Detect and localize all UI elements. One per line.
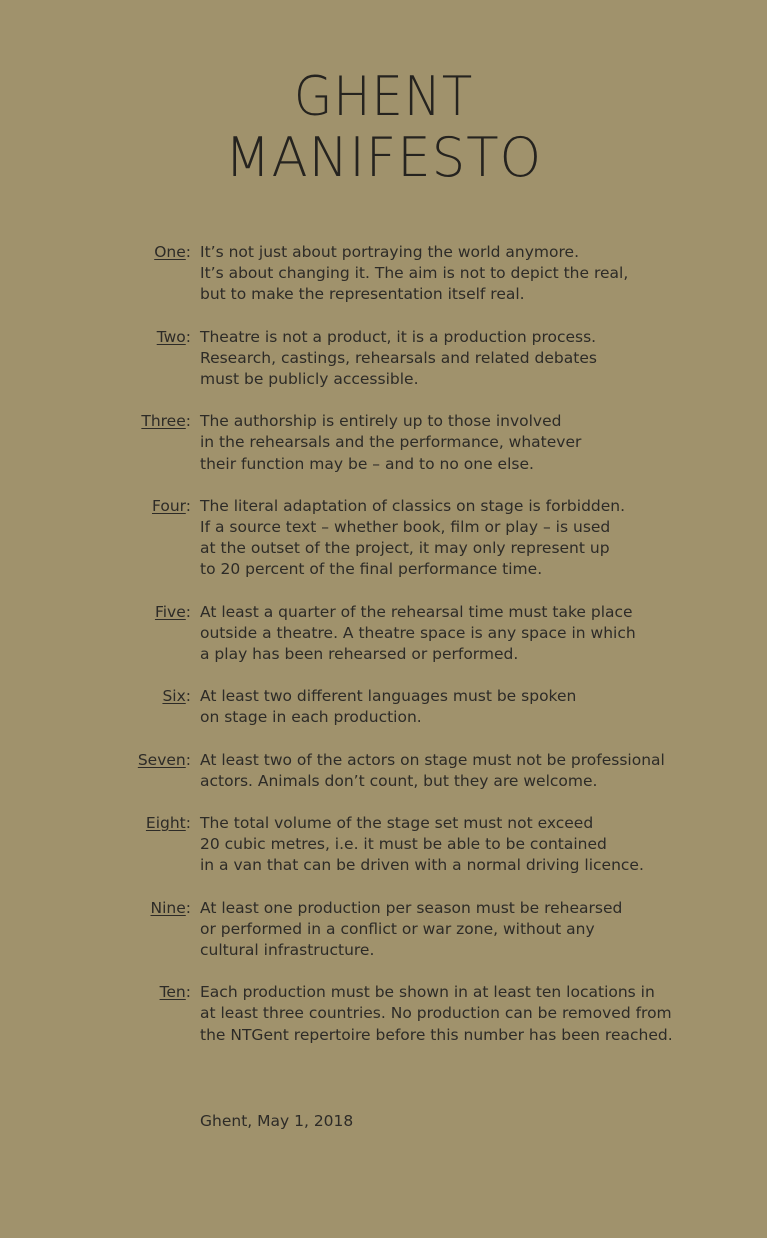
rule-label-text: Two <box>156 327 186 346</box>
rule-line: at the outset of the project, it may only represent up <box>200 539 610 558</box>
rule-label-text: Five <box>154 602 186 621</box>
rule-six <box>0 686 767 728</box>
manifesto-rules <box>0 242 767 1067</box>
rule-label-text: Seven <box>137 750 186 769</box>
rule-line: at least three countries. No production can be removed from <box>200 1004 672 1023</box>
rule-text <box>200 602 640 666</box>
rule-line: in the rehearsals and the performance, whatever <box>200 433 582 452</box>
rule-label-text: Four <box>151 496 186 515</box>
rule-line: At least two different languages must be spoken <box>200 687 577 706</box>
rule-line: The authorship is entirely up to those involved <box>200 412 562 431</box>
rule-three <box>0 411 767 475</box>
rule-label: Nine: <box>150 898 191 917</box>
rule-one <box>0 242 767 306</box>
rule-line: The total volume of the stage set must not exceed <box>200 814 594 833</box>
rule-line: or performed in a conflict or war zone, without any <box>200 919 595 938</box>
rule-label-text: Nine <box>150 898 186 917</box>
rule-line: a play has been rehearsed or performed. <box>200 645 519 664</box>
rule-text <box>200 496 640 581</box>
rule-label-text: Eight <box>145 814 186 833</box>
rule-label: Three: <box>141 412 191 431</box>
rule-line: 20 cubic metres, i.e. it must be able to be contained <box>200 835 607 854</box>
rule-line: their function may be – and to no one else. <box>200 454 534 473</box>
rule-label: Ten: <box>159 983 191 1002</box>
rule-ten <box>0 982 767 1046</box>
rule-line: At least a quarter of the rehearsal time must take place <box>200 602 633 621</box>
rule-line: At least two of the actors on stage must not be professional <box>200 750 665 769</box>
page-title-line-2: MANIFESTO <box>224 126 543 189</box>
rule-line: At least one production per season must be rehearsed <box>200 898 623 917</box>
rule-line: outside a theatre. A theatre space is any space in which <box>200 623 636 642</box>
rule-text <box>200 982 673 1046</box>
rule-line: It’s not just about portraying the world anymore. <box>200 243 580 261</box>
rule-four <box>0 496 767 581</box>
rule-two <box>0 327 767 391</box>
rule-label: One: <box>154 243 191 261</box>
rule-line: Theatre is not a product, it is a production process. <box>200 327 597 346</box>
rule-seven <box>0 750 767 792</box>
rule-line: Research, castings, rehearsals and related debates <box>200 348 597 367</box>
rule-label: Four: <box>151 496 191 515</box>
rule-line: on stage in each production. <box>200 708 422 727</box>
rule-label: Seven: <box>137 750 191 769</box>
rule-label-text: Three <box>141 412 186 431</box>
rule-label: Six: <box>162 687 191 706</box>
rule-label: Five: <box>154 602 191 621</box>
rule-label-text: One <box>154 243 186 261</box>
rule-text <box>200 898 640 962</box>
rule-line: actors. Animals don’t count, but they are welcome. <box>200 771 598 790</box>
rule-line: It’s about changing it. The aim is not to depict the real, <box>200 264 629 283</box>
rule-eight <box>0 813 767 877</box>
signature-date: Ghent, May 1, 2018 <box>200 1112 354 1130</box>
rule-text <box>200 750 665 792</box>
rule-text <box>200 327 640 391</box>
rule-text <box>200 686 640 728</box>
rule-line: cultural infrastructure. <box>200 941 375 960</box>
page-title-line-1: GHENT <box>293 65 474 128</box>
rule-text <box>200 813 644 877</box>
rule-label: Eight: <box>145 814 191 833</box>
rule-label-text: Ten <box>159 983 186 1002</box>
rule-text <box>200 411 640 475</box>
rule-label-text: Six <box>162 687 186 706</box>
rule-nine <box>0 898 767 962</box>
rule-line: If a source text – whether book, film or play – is used <box>200 518 611 537</box>
rule-text <box>200 242 640 306</box>
rule-line: the NTGent repertoire before this number has been reached. <box>200 1025 673 1044</box>
rule-label: Two: <box>156 327 191 346</box>
rule-line: The literal adaptation of classics on stage is forbidden. <box>200 496 626 515</box>
rule-line: to 20 percent of the final performance time. <box>200 560 543 579</box>
rule-line: in a van that can be driven with a normal driving licence. <box>200 856 644 875</box>
rule-line: but to make the representation itself real. <box>200 285 525 304</box>
rule-line: Each production must be shown in at least ten locations in <box>200 983 655 1002</box>
rule-line: must be publicly accessible. <box>200 370 419 389</box>
rule-five <box>0 602 767 666</box>
